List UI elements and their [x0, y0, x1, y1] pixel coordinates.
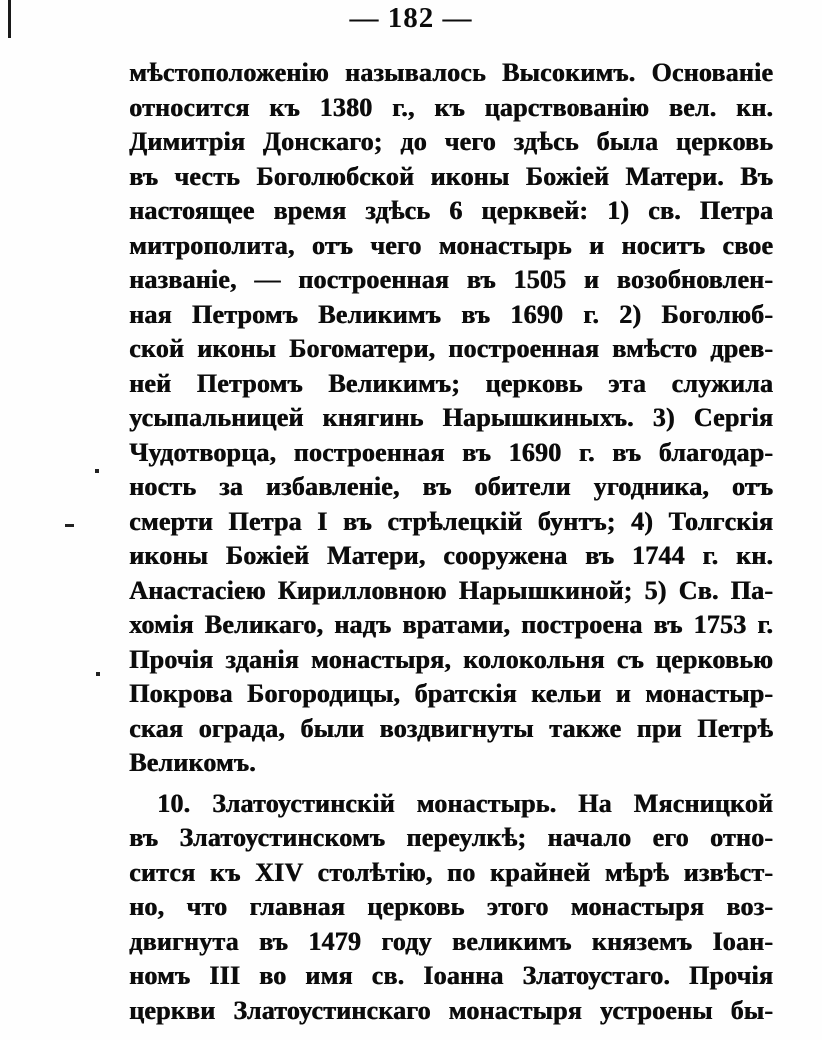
section-heading-line: 10. Златоустинскій монастырь. На Мясницкой: [157, 788, 773, 818]
margin-mark: [95, 469, 99, 473]
text-line: Великомъ.: [129, 748, 256, 777]
text-line: номъ III во имя св. Іоанна Златоустаго. Прочія: [129, 961, 773, 990]
text-line: ней Петромъ Великимъ; церковь эта служила: [129, 368, 773, 398]
text-line: относится къ 1380 г., къ царствованію вел. кн.: [129, 92, 773, 122]
margin-mark: [96, 672, 100, 676]
body-text: [129, 56, 773, 1028]
text-line: иконы Божіей Матери, сооружена въ 1744 г. кн.: [129, 541, 773, 570]
text-line: въ Златоустинскомъ переулкѣ; начало его отно-: [129, 823, 773, 852]
text-line: ской иконы Богоматери, построенная вмѣсто древ-: [129, 334, 773, 363]
page-number: — 182 —: [349, 2, 473, 34]
text-line: настоящее время здѣсь 6 церквей: 1) св. Петра: [129, 196, 773, 225]
text-line: названіе, — построенная въ 1505 и возобновлен-: [129, 265, 773, 294]
text-line: Анастасіею Кирилловною Нарышкиной; 5) Св. Па-: [129, 575, 773, 605]
text-line: усыпальницей княгинь Нарышкиныхъ. 3) Сергія: [129, 403, 773, 432]
text-line: въ честь Боголюбской иконы Божіей Матери. Въ: [129, 161, 773, 191]
text-line: сится къ XIV столѣтію, по крайней мѣрѣ извѣст-: [129, 857, 773, 887]
margin-mark: [65, 524, 74, 527]
text-line: Покрова Богородицы, братскія кельи и монастыр-: [129, 679, 773, 708]
text-line: но, что главная церковь этого монастыря воз-: [129, 892, 773, 921]
text-line: Димитрія Донскаго; до чего здѣсь была церковь: [129, 127, 773, 156]
text-line: хомія Великаго, надъ вратами, построена въ 1753 г.: [129, 610, 773, 639]
text-line: церкви Златоустинскаго монастыря устроены бы-: [129, 995, 773, 1025]
text-line: мѣстоположенію называлось Высокимъ. Основаніе: [129, 58, 773, 87]
text-line: митрополита, отъ чего монастырь и носитъ свое: [129, 230, 773, 260]
text-line: двигнута въ 1479 году великимъ княземъ Іоан-: [129, 926, 773, 956]
text-line: ность за избавленіе, въ обители угодника, отъ: [129, 472, 773, 501]
text-line: Прочія зданія монастыря, колокольня съ церковью: [129, 644, 773, 674]
text-line: ная Петромъ Великимъ въ 1690 г. 2) Боголюб-: [129, 299, 773, 329]
paragraph-1: [129, 56, 773, 781]
text-line: смерти Петра I въ стрѣлецкій бунтъ; 4) Толгскія: [129, 506, 773, 536]
text-line: Чудотворца, построенная въ 1690 г. въ благодар-: [129, 437, 773, 467]
text-line: ская ограда, были воздвигнуты также при Петрѣ: [129, 713, 773, 743]
paragraph-2: [129, 787, 773, 1029]
